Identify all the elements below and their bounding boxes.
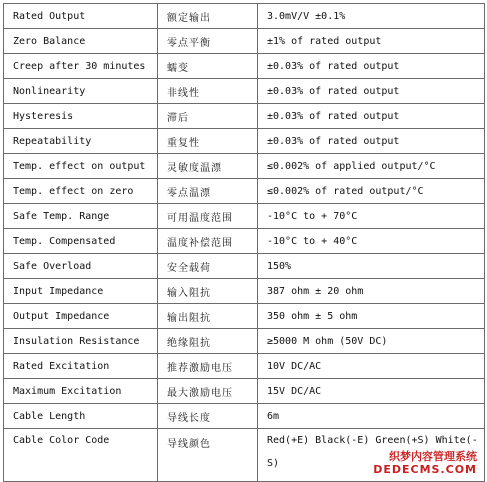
table-row bbox=[4, 79, 485, 104]
param-name-en: Repeatability bbox=[4, 129, 158, 154]
table-row bbox=[4, 229, 485, 254]
table-row bbox=[4, 404, 485, 429]
param-name-zh: 输入阻抗 bbox=[158, 279, 258, 304]
table-row bbox=[4, 179, 485, 204]
param-value: 350 ohm ± 5 ohm bbox=[258, 304, 485, 329]
param-name-en: Zero Balance bbox=[4, 29, 158, 54]
table-row bbox=[4, 29, 485, 54]
param-name-en: Safe Temp. Range bbox=[4, 204, 158, 229]
param-name-zh: 灵敏度温漂 bbox=[158, 154, 258, 179]
param-name-en: Cable Color Code bbox=[4, 429, 158, 482]
param-name-en: Input Impedance bbox=[4, 279, 158, 304]
param-value: ±1% of rated output bbox=[258, 29, 485, 54]
table-row bbox=[4, 354, 485, 379]
site-watermark bbox=[365, 450, 477, 476]
table-row bbox=[4, 304, 485, 329]
param-name-zh: 滞后 bbox=[158, 104, 258, 129]
param-name-en: Nonlinearity bbox=[4, 79, 158, 104]
param-name-zh: 非线性 bbox=[158, 79, 258, 104]
param-name-zh: 导线长度 bbox=[158, 404, 258, 429]
param-value: ≤0.002% of rated output/°C bbox=[258, 179, 485, 204]
param-value: 150% bbox=[258, 254, 485, 279]
table-row bbox=[4, 379, 485, 404]
param-name-zh: 额定输出 bbox=[158, 4, 258, 29]
param-name-zh: 零点温漂 bbox=[158, 179, 258, 204]
table-row bbox=[4, 204, 485, 229]
param-name-en: Hysteresis bbox=[4, 104, 158, 129]
param-name-zh: 导线颜色 bbox=[158, 429, 258, 482]
table-row bbox=[4, 329, 485, 354]
param-value: -10°C to + 40°C bbox=[258, 229, 485, 254]
param-name-zh: 绝缘阻抗 bbox=[158, 329, 258, 354]
param-name-en: Temp. effect on output bbox=[4, 154, 158, 179]
param-value: 3.0mV/V ±0.1% bbox=[258, 4, 485, 29]
table-row bbox=[4, 104, 485, 129]
param-name-en: Cable Length bbox=[4, 404, 158, 429]
table-row bbox=[4, 54, 485, 79]
param-value: ±0.03% of rated output bbox=[258, 104, 485, 129]
table-row bbox=[4, 254, 485, 279]
param-value: ≤0.002% of applied output/°C bbox=[258, 154, 485, 179]
param-value: ±0.03% of rated output bbox=[258, 129, 485, 154]
table-row bbox=[4, 279, 485, 304]
param-value: Red(+E) Black(-E) Green(+S) White(-S) bbox=[258, 429, 485, 482]
param-name-zh: 温度补偿范围 bbox=[158, 229, 258, 254]
param-name-en: Temp. Compensated bbox=[4, 229, 158, 254]
table-row bbox=[4, 4, 485, 29]
specification-table bbox=[3, 3, 485, 482]
param-name-zh: 安全载荷 bbox=[158, 254, 258, 279]
param-name-en: Output Impedance bbox=[4, 304, 158, 329]
param-name-zh: 蠕变 bbox=[158, 54, 258, 79]
param-name-en: Rated Output bbox=[4, 4, 158, 29]
param-name-zh: 可用温度范围 bbox=[158, 204, 258, 229]
param-value: ±0.03% of rated output bbox=[258, 79, 485, 104]
param-name-zh: 最大激励电压 bbox=[158, 379, 258, 404]
watermark-line-cn: 织梦内容管理系统 bbox=[389, 450, 477, 463]
watermark-line-url: DEDECMS.COM bbox=[373, 463, 477, 476]
param-value: ±0.03% of rated output bbox=[258, 54, 485, 79]
param-value: 15V DC/AC bbox=[258, 379, 485, 404]
param-name-zh: 零点平衡 bbox=[158, 29, 258, 54]
table-row bbox=[4, 129, 485, 154]
param-value: 6m bbox=[258, 404, 485, 429]
param-value: 10V DC/AC bbox=[258, 354, 485, 379]
param-name-en: Maximum Excitation bbox=[4, 379, 158, 404]
param-name-en: Insulation Resistance bbox=[4, 329, 158, 354]
param-name-zh: 输出阻抗 bbox=[158, 304, 258, 329]
table-row bbox=[4, 154, 485, 179]
param-value: -10°C to + 70°C bbox=[258, 204, 485, 229]
param-name-en: Safe Overload bbox=[4, 254, 158, 279]
param-name-zh: 重复性 bbox=[158, 129, 258, 154]
param-name-en: Temp. effect on zero bbox=[4, 179, 158, 204]
param-name-zh: 推荐激励电压 bbox=[158, 354, 258, 379]
param-value: 387 ohm ± 20 ohm bbox=[258, 279, 485, 304]
param-name-en: Rated Excitation bbox=[4, 354, 158, 379]
param-name-en: Creep after 30 minutes bbox=[4, 54, 158, 79]
param-value: ≥5000 M ohm (50V DC) bbox=[258, 329, 485, 354]
